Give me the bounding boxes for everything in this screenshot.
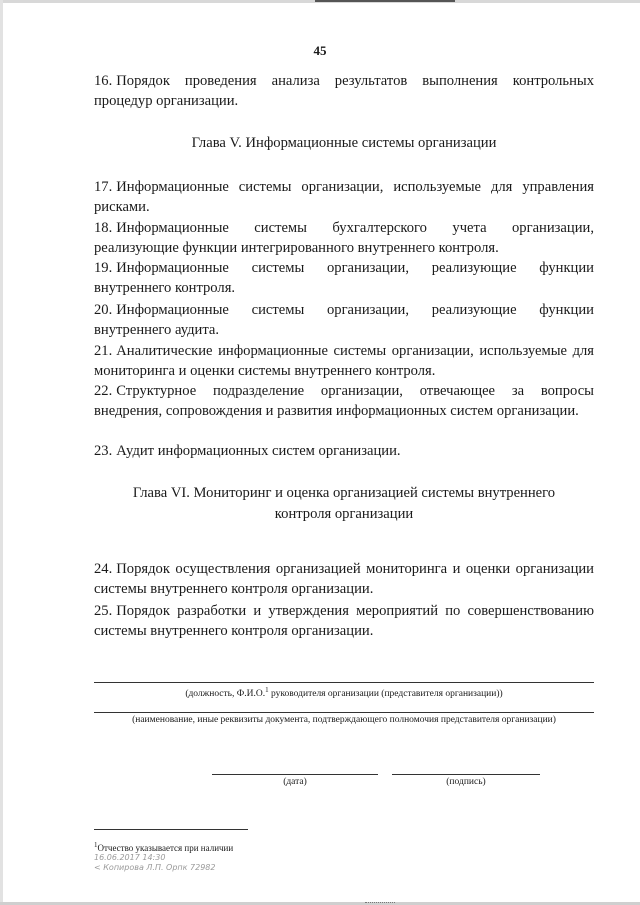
position-caption-start: (должность, Ф.И.О. (185, 689, 266, 700)
position-caption-end: руководителя организации (представителя организации)) (268, 689, 503, 700)
list-item (94, 441, 594, 461)
document-caption: (наименование, иные реквизиты документа, подтверждающего полномочия представителя организации) (132, 715, 556, 725)
position-caption (94, 684, 594, 700)
list-item (94, 601, 594, 641)
item-text: Аудит информационных систем организации. (116, 443, 401, 459)
item-text: Информационные системы организации, реализующие функции внутреннего контроля. (94, 260, 594, 296)
date-line (212, 774, 378, 775)
item-text: Аналитические информационные системы организации, используемые для мониторинга и оценки системы внутреннего контроля. (94, 343, 594, 379)
date-caption: (дата) (283, 777, 307, 787)
scan-edge-mark (315, 0, 455, 2)
list-item (94, 71, 594, 111)
print-stamp-author: < Копирова Л.П. Орпк 72982 (94, 863, 216, 872)
chapter-5-heading: Глава V. Информационные системы организации (191, 135, 497, 151)
list-item (94, 300, 594, 340)
chapter-6-heading-line1: Глава VI. Мониторинг и оценка организацией системы внутреннего (132, 485, 556, 501)
scan-edge-left (0, 0, 3, 905)
item-number: 21. (94, 343, 113, 359)
list-item (94, 341, 594, 381)
item-text: Информационные системы организации, реализующие функции внутреннего аудита. (94, 302, 594, 338)
item-number: 20. (94, 302, 113, 318)
item-text: Порядок разработки и утверждения мероприятий по совершенствованию системы внутреннего контроля организации. (94, 603, 594, 639)
footnote (94, 839, 233, 854)
signature-line (392, 774, 540, 775)
item-number: 24. (94, 561, 113, 577)
item-text: Порядок проведения анализа результатов выполнения контрольных процедур организации. (94, 73, 594, 109)
list-item (94, 381, 594, 421)
print-stamp-date: 16.06.2017 14:30 (94, 853, 166, 862)
item-text: Структурное подразделение организации, отвечающее за вопросы внедрения, сопровождения и развития информационных систем организации. (94, 383, 594, 419)
position-line (94, 682, 594, 683)
position-caption-sup: 1 (265, 686, 269, 694)
item-number: 18. (94, 220, 113, 236)
chapter-6-heading (94, 483, 594, 525)
item-number: 22. (94, 383, 113, 399)
list-item (94, 177, 594, 217)
scan-edge-dots (365, 902, 395, 903)
footnote-marker: 1 (94, 841, 98, 849)
list-item (94, 258, 594, 298)
signature-caption: (подпись) (446, 777, 486, 787)
item-text: Информационные системы организации, используемые для управления рисками. (94, 179, 594, 215)
item-number: 25. (94, 603, 113, 619)
item-text: Порядок осуществления организацией мониторинга и оценки организации системы внутреннего контроля организации. (94, 561, 594, 597)
chapter-6-heading-line2: контроля организации (274, 506, 414, 522)
footnote-text: Отчество указывается при наличии (97, 843, 234, 853)
item-number: 19. (94, 260, 113, 276)
list-item (94, 559, 594, 599)
item-number: 17. (94, 179, 113, 195)
document-line (94, 712, 594, 713)
item-number: 23. (94, 443, 113, 459)
item-text: Информационные системы бухгалтерского учета организации, реализующие функции интегрированного внутреннего контроля. (94, 220, 594, 256)
list-item (94, 218, 594, 258)
page-number: 45 (313, 43, 327, 58)
item-number: 16. (94, 73, 113, 89)
footnote-rule (94, 829, 248, 830)
